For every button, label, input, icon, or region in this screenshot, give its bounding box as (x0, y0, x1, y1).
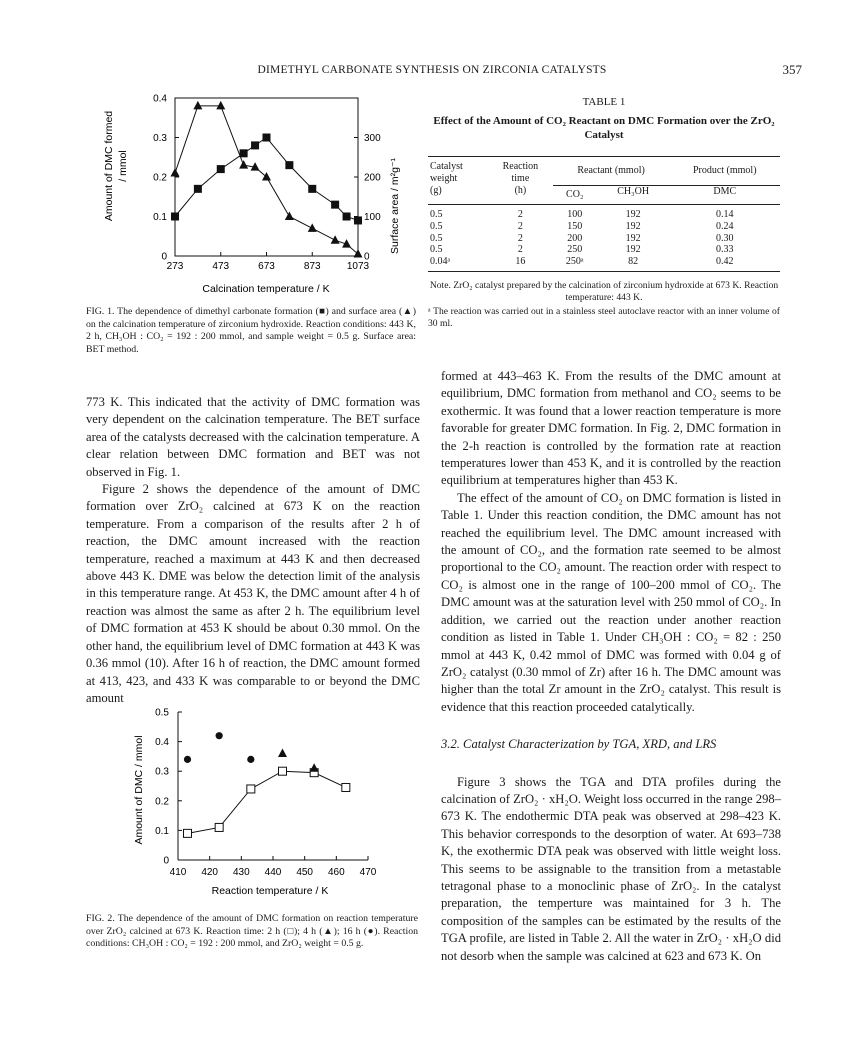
table-cell: 0.24 (715, 220, 734, 232)
table-1-header-product: Product (mmol) (669, 157, 780, 186)
table-1-title: Effect of the Amount of CO₂ Reactant on DMC Formation over the ZrO₂ Catalyst (433, 115, 775, 141)
table-row (428, 244, 780, 256)
table-cell: 0.42 (715, 256, 734, 268)
figure-1-y-left-label-1: Amount of DMC formed (103, 110, 115, 222)
table-1-header-co2: CO₂ (566, 189, 584, 200)
y-tick-label: 0.2 (155, 796, 169, 808)
y-tick-label: 0.1 (155, 825, 169, 837)
table-1-body (428, 205, 780, 272)
x-tick-label: 273 (166, 261, 184, 272)
data-point-square (251, 141, 259, 149)
data-point-open-square (247, 785, 255, 793)
left-paragraph-1: 773 K. This indicated that the activity of DMC formation was very dependent on the calcination temperature. The BET surface area of the catalysts decreased with the calcination temperature. A clear relation between DMC formation and BET was not observed in Fig. 1. (86, 395, 420, 479)
data-point-square (194, 185, 202, 193)
figure-1-y-right-label: Surface area / m²g⁻¹ (389, 158, 401, 254)
y-left-tick-label: 0.3 (153, 133, 167, 144)
data-point-circle (247, 756, 254, 763)
data-point-triangle (354, 249, 363, 258)
x-tick-label: 673 (258, 261, 275, 272)
data-point-open-square (184, 829, 192, 837)
table-cell: 82 (628, 256, 639, 268)
data-point-triangle (285, 212, 294, 221)
data-point-open-square (342, 783, 350, 791)
table-cell: 0.04ᵃ (430, 256, 451, 268)
table-1-header-ch3oh: CH₃OH (617, 186, 650, 197)
table-cell: 0.30 (715, 232, 734, 244)
figure-2-y-label: Amount of DMC / mmol (133, 735, 145, 845)
data-point-square (354, 216, 362, 224)
table-1-header-catalyst: Catalyst weight (g) (430, 161, 463, 196)
table-row (428, 233, 780, 245)
x-tick-label: 450 (296, 867, 314, 878)
table-cell: 192 (625, 209, 641, 220)
x-tick-label: 420 (201, 867, 219, 878)
y-tick-label: 0 (163, 855, 169, 867)
y-tick-label: 0.4 (155, 737, 169, 749)
data-point-open-square (279, 767, 287, 775)
figure-2-caption: FIG. 2. The dependence of the amount of DMC formation on reaction temperature over ZrO₂ calcined at 673 K. Reaction time: 2 h (□); 4 h (▲); 16 h (●). Reaction conditions: CH₃OH : CO₂ = 192 : 200 mmol, and ZrO₂ weight = 0.5 g. (86, 913, 418, 950)
data-point-square (331, 201, 339, 209)
table-cell: 2 (517, 209, 523, 220)
table-cell: 16 (515, 256, 526, 268)
x-tick-label: 873 (303, 261, 321, 272)
data-point-triangle (239, 160, 248, 169)
data-point-triangle (308, 223, 317, 232)
data-point-circle (184, 756, 191, 763)
data-point-open-square (215, 823, 223, 831)
figure-2-axes (155, 708, 377, 879)
data-point-triangle (216, 101, 225, 110)
x-tick-label: 440 (264, 867, 282, 878)
data-point-triangle (193, 101, 202, 110)
data-point-circle (216, 732, 223, 739)
table-1-note: Note. ZrO₂ catalyst prepared by the calcination of zirconium hydroxide at 673 K. Reaction temperature: 443 K. (429, 279, 779, 303)
data-point-square (240, 149, 248, 157)
table-1-grid (428, 156, 780, 272)
table-cell: 2 (517, 220, 523, 232)
table-cell: 0.33 (715, 244, 734, 256)
figure-2-x-label: Reaction temperature / K (211, 885, 329, 897)
table-1-header-dmc: DMC (713, 186, 737, 197)
x-tick-label: 430 (232, 867, 250, 878)
table-cell: 150 (567, 220, 583, 232)
y-left-tick-label: 0.4 (153, 93, 167, 105)
data-point-triangle (171, 168, 180, 177)
data-point-square (217, 165, 225, 173)
section-heading: 3.2. Catalyst Characterization by TGA, XRD, and LRS (441, 737, 717, 752)
table-1 (428, 96, 780, 330)
right-paragraph-3: Figure 3 shows the TGA and DTA profiles during the calcination of ZrO₂ · xH₂O. Weight loss occurred in the range 298–673 K. The endothermic DTA peak was observed at 298–423 K. This behavior corresponds to the desorption of water. At 693–738 K, the exothermic DTA peak was observed with little weight loss. This seems to be assignable to the transition from a metastable tetragonal phase to a monoclinic phase of ZrO₂. In the catalyst preparation, the temperture was maintained for 3 h. The composition of the samples can be estimated by the results of the TGA profile, are listed in Table 2. All the water in ZrO₂ · xH₂O did not desorb when the sample was calcined at 623 and 673 K. On (441, 774, 781, 963)
data-point-square (285, 161, 293, 169)
y-right-tick-label: 300 (364, 133, 381, 144)
y-right-tick-label: 100 (364, 212, 381, 223)
table-cell: 192 (625, 220, 641, 232)
left-column-text (86, 394, 420, 707)
table-1-label: TABLE 1 (582, 96, 626, 108)
table-row (428, 221, 780, 233)
data-point-triangle (262, 172, 271, 181)
left-paragraph-2: Figure 2 shows the dependence of the amount of DMC formation over ZrO₂ calcined at 673 K on the reaction temperature. From a comparison of the results after 2 h of reaction, the DMC amount increased with the reaction temperature, reached a maximum at 443 K and then decreased above 443 K. DME was below the detection limit of the analysis in this temperature range. At 453 K, the DMC amount after 4 h of reaction was almost the same as after 2 h. The equilibrium level of DMC formation at 453 K should be about 0.30 mmol. On the other hand, the equilibrium level of DMC formation at 443 K was 0.36 mmol (10). After 16 h of reaction, the DMC amount formed at 413, 423, and 433 K was comparable to or beyond the DMC amount (86, 482, 420, 705)
table-cell: 0.14 (715, 209, 734, 220)
figure-1-y-left-label-2: / mmol (117, 150, 129, 182)
table-cell: 0.5 (430, 244, 443, 256)
y-left-tick-label: 0.1 (153, 212, 167, 223)
table-cell: 2 (517, 244, 523, 256)
y-left-tick-label: 0.2 (153, 172, 167, 184)
data-point-triangle (331, 235, 340, 244)
table-1-header-reaction: Reaction time (h) (502, 161, 539, 196)
series-line (188, 771, 346, 833)
figure-1-caption: FIG. 1. The dependence of dimethyl carbonate formation (■) and surface area (▲) on the calcination temperature of zirconium hydroxide. Reaction conditions: 443 K, 2 h, CH₃OH : CO₂ = 192 : 200 mmol, and sample weight = 0.5 g. Surface area: BET method. (86, 306, 416, 355)
table-cell: 192 (625, 232, 641, 244)
table-cell: 0.5 (430, 232, 443, 244)
data-point-triangle (278, 748, 287, 757)
x-tick-label: 470 (359, 867, 377, 878)
table-cell: 192 (625, 244, 641, 256)
data-point-square (171, 213, 179, 221)
x-tick-label: 1073 (346, 261, 370, 272)
table-cell: 200 (567, 232, 583, 244)
figure-2-marks (184, 732, 350, 837)
table-cell: 2 (517, 232, 523, 244)
y-left-tick-label: 0 (161, 251, 167, 263)
x-tick-label: 410 (169, 867, 187, 878)
x-tick-label: 473 (212, 261, 230, 272)
right-column-text (441, 368, 781, 965)
y-tick-label: 0.5 (155, 707, 169, 719)
data-point-square (343, 213, 351, 221)
table-cell: 250ᵃ (565, 256, 584, 268)
table-cell: 0.5 (430, 209, 443, 220)
right-paragraph-1: formed at 443–463 K. From the results of the DMC amount at equilibrium, DMC formation from methanol and CO₂ seems to be exothermic. It was found that a lower reaction temperature is more favorable for greater DMC formation. In Fig. 2, DMC formation in the 2-h reaction is controlled by the formation rate at reaction temperatures lower than 453 K, and it is controlled by the reaction equilibrium at temperatures higher than 453 K. (441, 369, 781, 488)
data-point-square (263, 134, 271, 142)
page-number: 357 (782, 62, 802, 77)
data-point-triangle (310, 763, 319, 772)
figure-2-chart (130, 698, 390, 908)
figure-1-marks (171, 101, 363, 258)
table-1-footnote: ᵃ The reaction was carried out in a stainless steel autoclave reactor with an inner volume of 30 ml. (428, 305, 780, 329)
running-head: DIMETHYL CARBONATE SYNTHESIS ON ZIRCONIA CATALYSTS (257, 64, 607, 76)
y-tick-label: 0.3 (155, 766, 169, 778)
right-paragraph-2: The effect of the amount of CO₂ on DMC formation is listed in Table 1. Under this reaction condition, the DMC amount has not reached the equilibrium level. The DMC amount increased with the amount of CO₂, and the formation rate seemed to be almost proportional to the CO₂ amount. The reaction order with respect to CO₂ is almost one in the range of 100–200 mmol of CO₂. The DMC amount was at the saturation level with 250 mmol of CO₂. In addition, we carried out the reaction under another reaction condition as listed in Table 1. Under CH₃OH : CO₂ = 82 : 250 mmol at 443 K, 0.42 mmol of DMC was formed with 0.04 g of ZrO₂ catalyst (0.30 mmol of Zr) after 16 h. The DMC amount was higher than the total Zr amount in the ZrO₂ catalyst. This result is evidence that this reaction proceeded catalytically. (441, 490, 781, 714)
figure-1-chart (100, 86, 420, 301)
y-right-tick-label: 0 (364, 251, 370, 263)
figure-1-x-label: Calcination temperature / K (202, 283, 330, 295)
table-row (428, 205, 780, 221)
table-cell: 0.5 (430, 220, 443, 232)
table-cell: 100 (567, 209, 583, 220)
x-tick-label: 460 (327, 867, 345, 878)
data-point-square (308, 185, 316, 193)
y-right-tick-label: 200 (364, 172, 381, 184)
table-1-header-reactant: Reactant (mmol) (553, 157, 670, 186)
table-cell: 250 (567, 244, 583, 256)
table-row (428, 256, 780, 271)
